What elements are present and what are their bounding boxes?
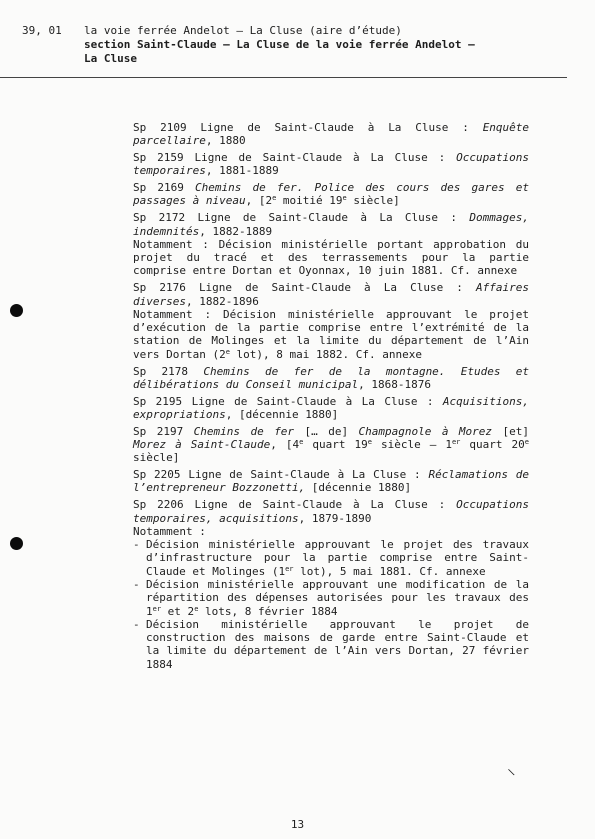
entry-code: Sp 2206 — [133, 498, 184, 512]
entry-title: Chemins de fer — [193, 424, 295, 438]
superscript: e — [194, 604, 199, 613]
entry-code: Sp 2197 — [133, 424, 184, 438]
entry-code: Sp 2205 — [133, 468, 181, 482]
header-line-3: La Cluse — [84, 52, 137, 65]
item-text: lots, 8 février 1884 — [198, 604, 338, 618]
entry-title: Acquisitions, expropriations — [133, 394, 530, 421]
entry-sp-2159 — [133, 151, 529, 178]
entry-date: [décennie 1880] — [305, 481, 412, 495]
binder-hole-top — [10, 304, 23, 317]
entry-code: Sp 2195 — [133, 394, 183, 408]
superscript: e — [225, 347, 230, 356]
list-item — [133, 618, 529, 671]
entry-date-part: moitié 19 — [276, 194, 343, 208]
entries-list — [133, 121, 529, 675]
entry-connector: [… de] — [294, 424, 359, 438]
entry-code: Sp 2159 — [133, 151, 184, 165]
binder-hole-bottom — [10, 537, 23, 550]
entry-text: Ligne de Saint-Claude à La Cluse : — [198, 281, 463, 295]
entry-note — [133, 308, 529, 361]
entry-sp-2169 — [133, 181, 529, 208]
entry-title: Chemins de fer de la montagne. Etudes et délibérations du Conseil municipal — [133, 364, 530, 391]
stray-pen-mark: \ — [507, 767, 516, 779]
header-line-2: section Saint-Claude – La Cluse de la voie ferrée Andelot – — [84, 38, 475, 51]
entry-date-part: , [4 — [270, 438, 300, 452]
entry-text: Ligne de Saint-Claude à La Cluse : — [194, 498, 446, 512]
item-text: et 2 — [161, 604, 195, 618]
note-list — [133, 538, 529, 671]
entry-text: Ligne de Saint-Claude à La Cluse : — [188, 468, 421, 482]
entry-connector: [et] — [492, 424, 529, 438]
entry-title: Occupations temporaires, acquisitions — [133, 498, 530, 525]
entry-title: Occupations temporaires — [133, 151, 530, 178]
item-text: Décision ministérielle approuvant une modification de la répartition des dépenses autorisées pour les travaux des 1 — [146, 578, 529, 618]
entry-date: , 1880 — [205, 134, 246, 148]
superscript: e — [272, 194, 277, 203]
entry-date: , 1882-1889 — [199, 224, 273, 238]
entry-date: , 1881-1889 — [205, 164, 279, 178]
entry-code: Sp 2178 — [133, 364, 189, 378]
entry-date: , 1882-1896 — [185, 294, 259, 308]
header-line-1: la voie ferrée Andelot – La Cluse (aire d’étude) — [84, 24, 402, 37]
note-text: lot), 8 mai 1882. Cf. annexe — [229, 347, 422, 361]
entry-date-part: , [2 — [245, 194, 273, 208]
item-text: lot), 5 mai 1881. Cf. annexe — [293, 564, 486, 578]
entry-sp-2206 — [133, 498, 529, 671]
entry-sp-2197 — [133, 425, 529, 465]
entry-text: Ligne de Saint-Claude à La Cluse : — [197, 211, 458, 225]
entry-date: , 1868-1876 — [358, 377, 432, 391]
entry-code: Sp 2172 — [133, 211, 186, 225]
item-text: Décision ministérielle approuvant le projet des travaux d’infrastructure pour la partie comprise entre Saint-Claude et Molinges (1 — [146, 538, 529, 578]
list-item — [133, 538, 529, 578]
entry-title: Enquête parcellaire — [133, 121, 530, 148]
superscript: e — [524, 438, 530, 447]
entry-date: , [décennie 1880] — [225, 407, 339, 421]
entry-title: Affaires diverses — [133, 281, 530, 308]
entry-text: Ligne de Saint-Claude à La Cluse : — [194, 151, 446, 165]
note-text: Notamment : Décision ministérielle approuvant le projet d’exécution de la partie comprise entre l’extrémité de la station de Molinges et la limite du département de l’Ain vers Dortan (2 — [133, 307, 529, 361]
entry-title: Dommages, indemnités — [133, 211, 529, 238]
entry-title: Chemins de fer. Police des cours des gares et passages à niveau — [133, 181, 529, 208]
entry-sp-2172 — [133, 211, 529, 277]
superscript: er — [451, 438, 461, 447]
superscript: e — [342, 194, 347, 203]
entry-text: Ligne de Saint-Claude à La Cluse : — [200, 121, 469, 134]
entry-note: Notamment : — [133, 524, 206, 538]
superscript: er — [152, 604, 162, 613]
entry-sp-2205 — [133, 468, 529, 495]
entry-sp-2195 — [133, 395, 529, 422]
superscript: e — [299, 438, 304, 447]
entry-date-part: siècle] — [346, 194, 400, 208]
entry-sp-2178 — [133, 365, 529, 392]
entry-title: Champagnole à Morez — [358, 424, 493, 438]
entry-sp-2109 — [133, 121, 529, 148]
entry-title: Morez à Saint-Claude — [133, 438, 271, 452]
superscript: er — [285, 564, 294, 573]
entry-code: Sp 2176 — [133, 281, 186, 295]
header-reference-number: 39, 01 — [22, 24, 62, 37]
entry-date-part: quart 19 — [303, 438, 368, 452]
entry-date: , 1879-1890 — [298, 511, 372, 525]
list-item — [133, 578, 529, 618]
header-divider — [0, 77, 567, 78]
entry-date-part: quart 20 — [460, 438, 525, 452]
entry-date-part: siècle] — [133, 451, 180, 465]
item-text: Décision ministérielle approuvant le projet de construction des maisons de garde entre Saint-Claude et la limite du département de l’Ain vers Dortan, 27 février 1884 — [146, 617, 529, 671]
entry-code: Sp 2169 — [133, 181, 184, 195]
entry-date-part: siècle – 1 — [371, 438, 452, 452]
page-number: 13 — [290, 818, 305, 831]
entry-code: Sp 2109 — [133, 121, 187, 134]
entry-title: Réclamations de l’entrepreneur Bozzonetti, — [133, 468, 529, 495]
entry-sp-2176 — [133, 281, 529, 361]
superscript: e — [367, 438, 372, 447]
entry-note: Notamment : Décision ministérielle portant approbation du projet du tracé et des terrassements pour la partie comprise entre Dortan et Oyonnax, 10 juin 1881. Cf. annexe — [133, 237, 529, 278]
entry-text: Ligne de Saint-Claude à La Cluse : — [191, 394, 434, 408]
